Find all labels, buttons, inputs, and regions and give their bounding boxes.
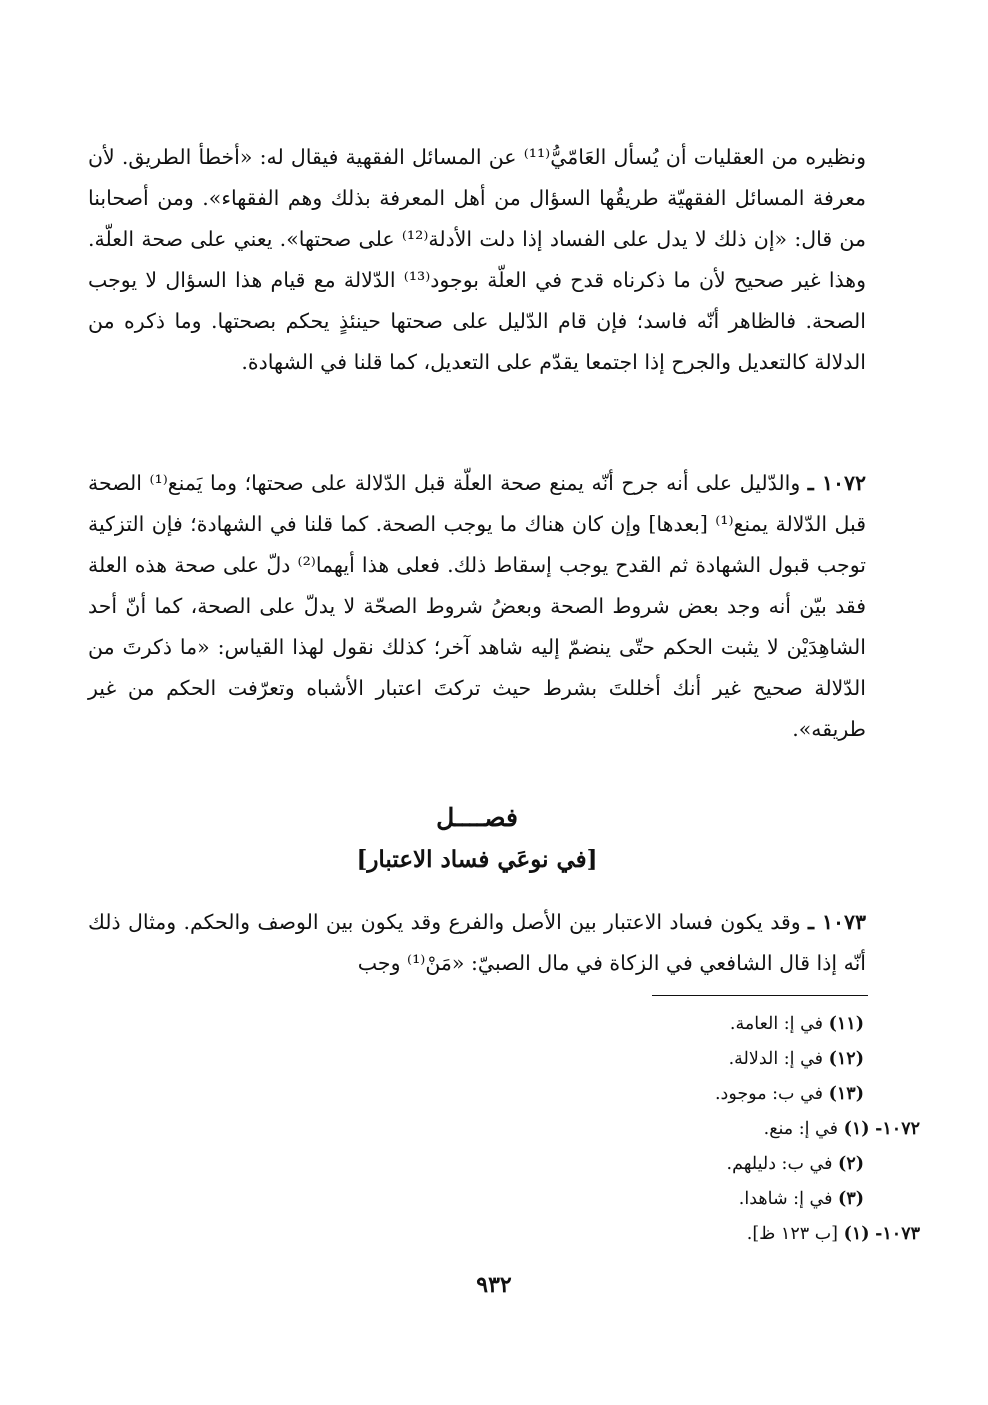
footnote-text: في إ: العامة. — [729, 1014, 824, 1034]
footnote-text: في ب: موجود. — [714, 1084, 824, 1104]
footnote-text: في ب: دليلهم. — [726, 1154, 833, 1174]
paragraph-1-text: ونظيره من العقليات أن يُسأل العَامّيُّ⁽¹¹⁾ عن المسائل الفقهية فيقال له: «أخطأ الطريق. لأن معرفة المسائل الفقهيّة طريقُها السؤال من أهل المعرفة بذلك وهم الفقهاء». ومن أصحابنا من قال: «إن ذلك لا يدل على الفساد إذا دلت الأدلة⁽¹²⁾ على صحتها». يعني على صحة العلّة. وهذا غير صحيح لأن ما ذكرناه قدح في العلّة بوجود⁽¹³⁾ الدّلالة مع قيام هذا السؤال لا يوجب الصحة. فالظاهر أنّه فاسد؛ فإن قام الدّليل على صحتها حينئذٍ يحكم بصحتها. وما ذكره من الدلالة كالتعديل والجرح إذا اجتمعا يقدّم على التعديل، كما قلنا في الشهادة. — [88, 145, 866, 374]
paragraph-1073-text: وقد يكون فساد الاعتبار بين الأصل والفرع وقد يكون بين الوصف والحكم. ومثال ذلك أنّه إذا قال الشافعي في الزكاة في مال الصبيّ: «مَنْ⁽¹⁾ وجب — [88, 910, 866, 975]
section-title: [في نوعَي فساد الاعتبار] — [356, 846, 598, 873]
section-heading: فصــــل — [436, 803, 518, 832]
footnote-item — [580, 1007, 920, 1042]
footnote-number: (١) — [843, 1224, 870, 1244]
footnote-text: في إ: الدلالة. — [728, 1049, 824, 1069]
page-number: ٩٣٢ — [476, 1272, 512, 1298]
footnote-number: (١١) — [828, 1014, 864, 1034]
footnote-text: في إ: شاهدا. — [738, 1189, 833, 1209]
paragraph-number: ١٠٧٣ ـ — [807, 910, 866, 934]
footnote-item — [580, 1042, 920, 1077]
footnote-item — [580, 1147, 920, 1182]
footnote-number: (٢) — [838, 1154, 864, 1174]
footnotes — [580, 1007, 920, 1252]
footnote-number: (٣) — [838, 1189, 864, 1209]
footnote-text: [ب ١٢٣ ظ]. — [746, 1224, 838, 1244]
footnote-item — [580, 1217, 920, 1252]
paragraph-1072 — [88, 463, 866, 750]
footnote-number: (١٣) — [828, 1084, 864, 1104]
footnote-separator — [652, 995, 868, 996]
paragraph-1073 — [88, 902, 866, 984]
footnote-item — [580, 1112, 920, 1147]
footnote-group-number: ١٠٧٢- — [875, 1119, 920, 1139]
footnote-item — [580, 1077, 920, 1112]
paragraph-1 — [88, 137, 866, 383]
paragraph-1072-text: والدّليل على أنه جرح أنّه يمنع صحة العلّة قبل الدّلالة على صحتها؛ وما يَمنع⁽¹⁾ الصحة قبل الدّلالة يمنع⁽¹⁾ [بعدها] وإن كان هناك ما يوجب الصحة. كما قلنا في الشهادة؛ فإن التزكية توجب قبول الشهادة ثم القدح يوجب إسقاط ذلك. فعلى هذا أيهما⁽²⁾ دلّ على صحة هذه العلة فقد بيّن أنه وجد بعض شروط الصحة وبعضُ شروط الصحّة لا يدلّ على الصحة، كما أنّ أحد الشاهِدَيْن لا يثبت الحكم حتّى ينضمّ إليه شاهد آخر؛ كذلك نقول لهذا القياس: «ما ذكرتَ من الدّلالة صحيح غير أنك أخللتَ بشرط حيث تركتَ اعتبار الأشباه وتعرّفت الحكم من غير طريقه». — [88, 471, 866, 741]
footnote-item — [580, 1182, 920, 1217]
footnote-group-number: ١٠٧٣- — [875, 1224, 920, 1244]
footnote-text: في إ: منع. — [763, 1119, 838, 1139]
footnote-number: (١) — [843, 1119, 870, 1139]
paragraph-number: ١٠٧٢ ـ — [807, 471, 866, 495]
footnote-number: (١٢) — [828, 1049, 864, 1069]
